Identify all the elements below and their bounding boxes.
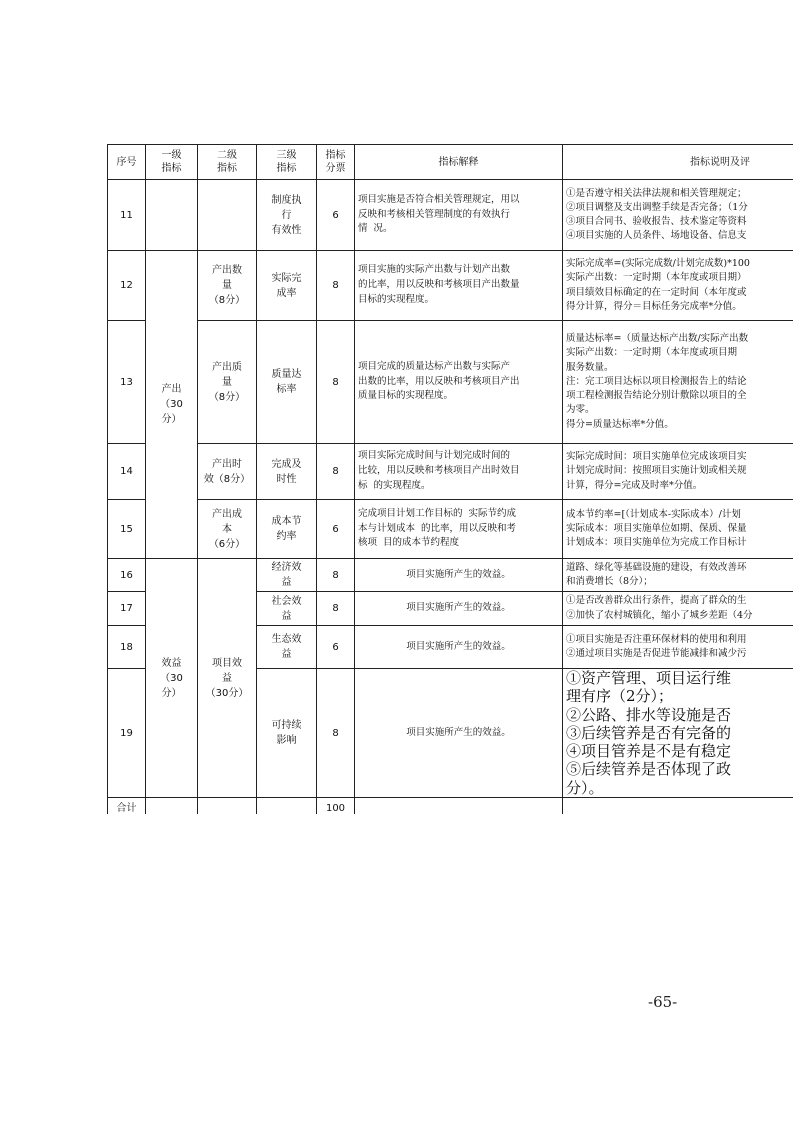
description-line: ①是否改善群众出行条件，提高了群众的生 [566,595,747,607]
total-row [108,798,793,814]
score-cell: 8 [317,251,355,321]
description-line: 实际产出数：一定时期（本年度或项目期） [566,272,747,284]
level2-cell-empty [198,180,257,251]
seq-cell: 17 [108,592,146,626]
table-row [108,559,793,592]
explanation-cell: 项目实施所产生的效益。 [355,626,563,669]
header-description: 指标说明及评 [563,145,793,180]
score-cell: 8 [317,321,355,444]
seq-cell: 18 [108,626,146,669]
total-label: 合计 [108,798,146,814]
description-line: 实际成本：项目实施单位如期、保质、保量 [566,522,747,534]
description-line: 成本节约率=[（计划成本-实际成本）/计划 [566,508,741,520]
description-line: ③项目合同书、验收报告、技术鉴定等资料 [566,216,747,227]
header-level1: 一级 指标 [146,145,198,180]
empty-cell [257,798,317,814]
table-row [108,321,793,444]
description-line: ①资产管理、项目运行维 [566,669,732,687]
description-line: 分）。 [566,778,604,797]
level2-cell: 产出成 本 （6分） [198,500,257,559]
description-line: 得分计算，得分＝目标任务完成率*分值。 [566,300,742,312]
description-line: 为零。 [566,404,595,416]
level1-benefit-cell: 效益 （30 分） [146,559,198,798]
description-cell [563,180,793,251]
description-line: 和消费增长（8分）； [566,576,653,587]
level3-cell: 成本节 约率 [257,500,317,559]
description-line: ①是否遵守相关法律法规和相关管理规定； [566,187,747,199]
description-cell [563,444,793,500]
explanation-cell: 项目完成的质量达标产出数与实际产 出数的比率，用以反映和考核项目产出 质量目标的实现程度。 [355,321,563,444]
level2-effect-cell: 项目效 益 （30分） [198,559,257,798]
description-line: 实际完成率=(实际完成数/计划完成数)*100 [566,258,750,269]
description-cell [563,626,793,669]
description-line: ①项目实施是否注重环保材料的使用和利用 [566,633,747,645]
description-line: 实际完成时间：项目实施单位完成该项目实 [566,451,747,463]
score-cell: 6 [317,500,355,559]
explanation-cell: 项目实施是否符合相关管理规定，用以 反映和考核相关管理制度的有效执行 情 况。 [355,180,563,251]
level3-cell: 完成及 时性 [257,444,317,500]
score-cell: 8 [317,592,355,626]
explanation-cell: 项目实施所产生的效益。 [355,559,563,592]
score-cell: 8 [317,444,355,500]
explanation-cell: 项目实施所产生的效益。 [355,592,563,626]
description-line: ②公路、排水等设施是否 [566,705,732,724]
total-score: 100 [317,798,355,814]
table-row [108,180,793,251]
performance-indicator-table [107,144,793,814]
score-cell: 6 [317,180,355,251]
description-line: ②通过项目实施是否促进节能减排和减少污 [566,648,747,659]
description-cell [563,669,793,798]
description-cell [563,500,793,559]
description-line: ③后续管养是否有完备的 [566,723,732,742]
seq-cell: 14 [108,444,146,500]
score-cell: 8 [317,559,355,592]
page-number: -65- [648,993,678,1011]
seq-cell: 15 [108,500,146,559]
level3-cell: 社会效 益 [257,592,317,626]
description-line: 质量达标率=（质量达标产出数/实际产出数 [566,333,749,345]
description-line: 项目绩效目标确定的在一定时间（本年度或 [566,286,747,298]
description-line: 实际产出数：一定时期（本年度或项目期 [566,347,738,359]
description-cell [563,559,793,592]
description-line: 计划完成时间：按照项目实施计划或相关规 [566,465,747,477]
explanation-cell: 项目实际完成时间与计划完成时间的 比较，用以反映和考核项目产出时效目 标 的实现程度。 [355,444,563,500]
description-line: 理有序（2分）； [566,687,674,706]
empty-cell [355,798,563,814]
level3-cell: 生态效 益 [257,626,317,669]
explanation-cell: 项目实施的实际产出数与计划产出数 的比率，用以反映和考核项目产出数量 目标的实现程度。 [355,251,563,321]
description-line: ②加快了农村城镇化，缩小了城乡差距（4分 [566,609,753,621]
explanation-cell: 项目实施所产生的效益。 [355,669,563,798]
explanation-cell: 完成项目计划工作目标的 实际节约成 本与计划成本 的比率，用以反映和考 核项 目的成本节约程度 [355,500,563,559]
header-row [108,145,793,180]
table-row [108,444,793,500]
description-line: ④项目管养是不是有稳定 [566,742,732,761]
description-line: 注：完工项目达标以项目检测报告上的结论 [566,375,747,387]
seq-cell: 12 [108,251,146,321]
description-line: 计划成本：项目实施单位为完成工作目标计 [566,537,747,549]
level2-cell: 产出质 量 （8分） [198,321,257,444]
description-cell [563,321,793,444]
level3-cell: 可持续 影响 [257,669,317,798]
header-seq: 序号 [108,145,146,180]
empty-cell [198,798,257,814]
score-cell: 8 [317,669,355,798]
description-line: 服务数量。 [566,361,614,373]
header-score: 指标 分票 [317,145,355,180]
description-line: 计算，得分=完成及时率*分值。 [566,479,703,491]
empty-cell [563,798,793,814]
level2-cell: 产出数 量 （8分） [198,251,257,321]
level3-cell: 实际完 成率 [257,251,317,321]
level3-cell: 经济效 益 [257,559,317,592]
header-explanation: 指标解释 [355,145,563,180]
evaluation-table-section [107,144,793,814]
description-line: 项工程检测报告结论分别计敷除以项目的全 [566,390,747,402]
level2-cell: 产出时 效（8分） [198,444,257,500]
description-line: 道路、绿化等基础设施的建设，有效改善环 [566,561,747,573]
score-cell: 6 [317,626,355,669]
table-row [108,251,793,321]
description-line: ④项目实施的人员条件、场地设备、信息支 [566,230,747,242]
description-line: ②项目调整及支出调整手续是否完备；（1分 [566,201,748,213]
header-level3: 三级 指标 [257,145,317,180]
seq-cell: 11 [108,180,146,251]
description-cell [563,592,793,626]
header-level2: 二级 指标 [198,145,257,180]
empty-cell [146,798,198,814]
level3-cell: 质量达 标率 [257,321,317,444]
description-line: 得分=质量达标率*分值。 [566,418,674,430]
level3-cell: 制度执 行 有效性 [257,180,317,251]
description-line: ⑤后续管养是否体现了政 [566,760,732,779]
seq-cell: 19 [108,669,146,798]
seq-cell: 16 [108,559,146,592]
description-cell [563,251,793,321]
level1-output-cell: 产出 （30 分） [146,251,198,559]
table-row [108,500,793,559]
level1-cell-empty [146,180,198,251]
seq-cell: 13 [108,321,146,444]
